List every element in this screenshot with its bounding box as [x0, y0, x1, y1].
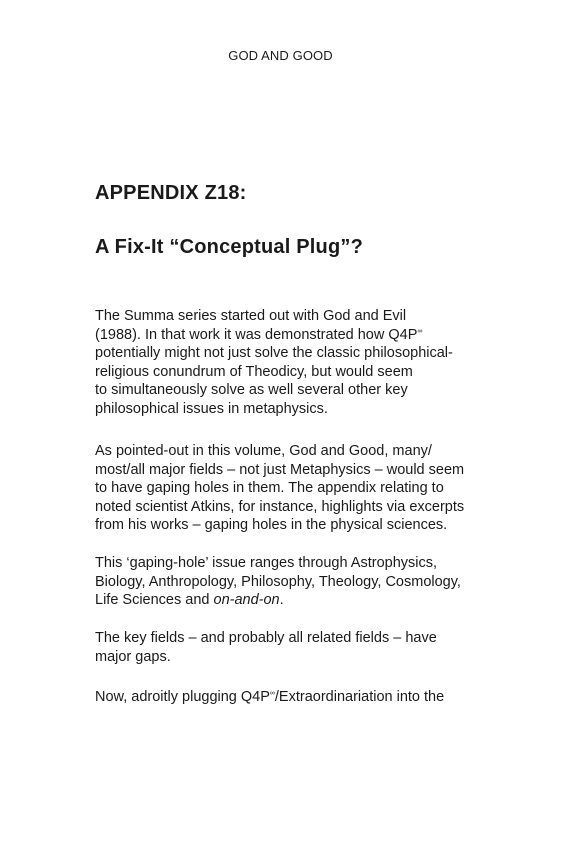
paragraph-1 — [95, 307, 495, 418]
paragraph-4 — [95, 629, 495, 666]
text-line: from his works – gaping holes in the physical sciences. — [95, 517, 448, 533]
infinity-superscript: ∞ — [269, 690, 275, 697]
paragraph-2 — [95, 442, 495, 535]
text-line: major gaps. — [95, 648, 171, 665]
text-line: to have gaping holes in them. The appendix relating to — [95, 480, 444, 496]
text-line: to simultaneously solve as well several other key — [95, 382, 408, 398]
text-line: potentially might not just solve the classic philosophical- — [95, 345, 453, 361]
paragraph-3 — [95, 554, 495, 610]
text-line: noted scientist Atkins, for instance, highlights via excerpts — [95, 498, 465, 515]
text-line: Now, adroitly plugging Q4P∞/Extraordinariation into the — [95, 689, 445, 705]
appendix-title: APPENDIX Z18: — [95, 182, 247, 204]
text-line: The key fields – and probably all related fields – have — [95, 630, 437, 646]
text-line: The Summa series started out with God and Evil — [95, 308, 407, 324]
text-line: Biology, Anthropology, Philosophy, Theology, Cosmology, — [95, 573, 461, 590]
text-line: (1988). In that work it was demonstrated how Q4P∞ — [95, 326, 423, 343]
running-head: GOD AND GOOD — [228, 48, 333, 63]
text-line: religious conundrum of Theodicy, but would seem — [95, 363, 413, 380]
text-line: Life Sciences and on-and-on. — [95, 592, 284, 608]
text-line: As pointed-out in this volume, God and Good, many/ — [95, 443, 432, 459]
appendix-subtitle: A Fix-It “Conceptual Plug”? — [95, 236, 363, 258]
infinity-superscript: ∞ — [417, 327, 423, 335]
text-line: most/all major fields – not just Metaphysics – would seem — [95, 461, 465, 478]
paragraph-5 — [95, 688, 495, 707]
text-line: This ‘gaping-hole’ issue ranges through Astrophysics, — [95, 555, 438, 571]
text-line: philosophical issues in metaphysics. — [95, 400, 328, 417]
italic-phrase: on-and-on — [213, 592, 280, 608]
